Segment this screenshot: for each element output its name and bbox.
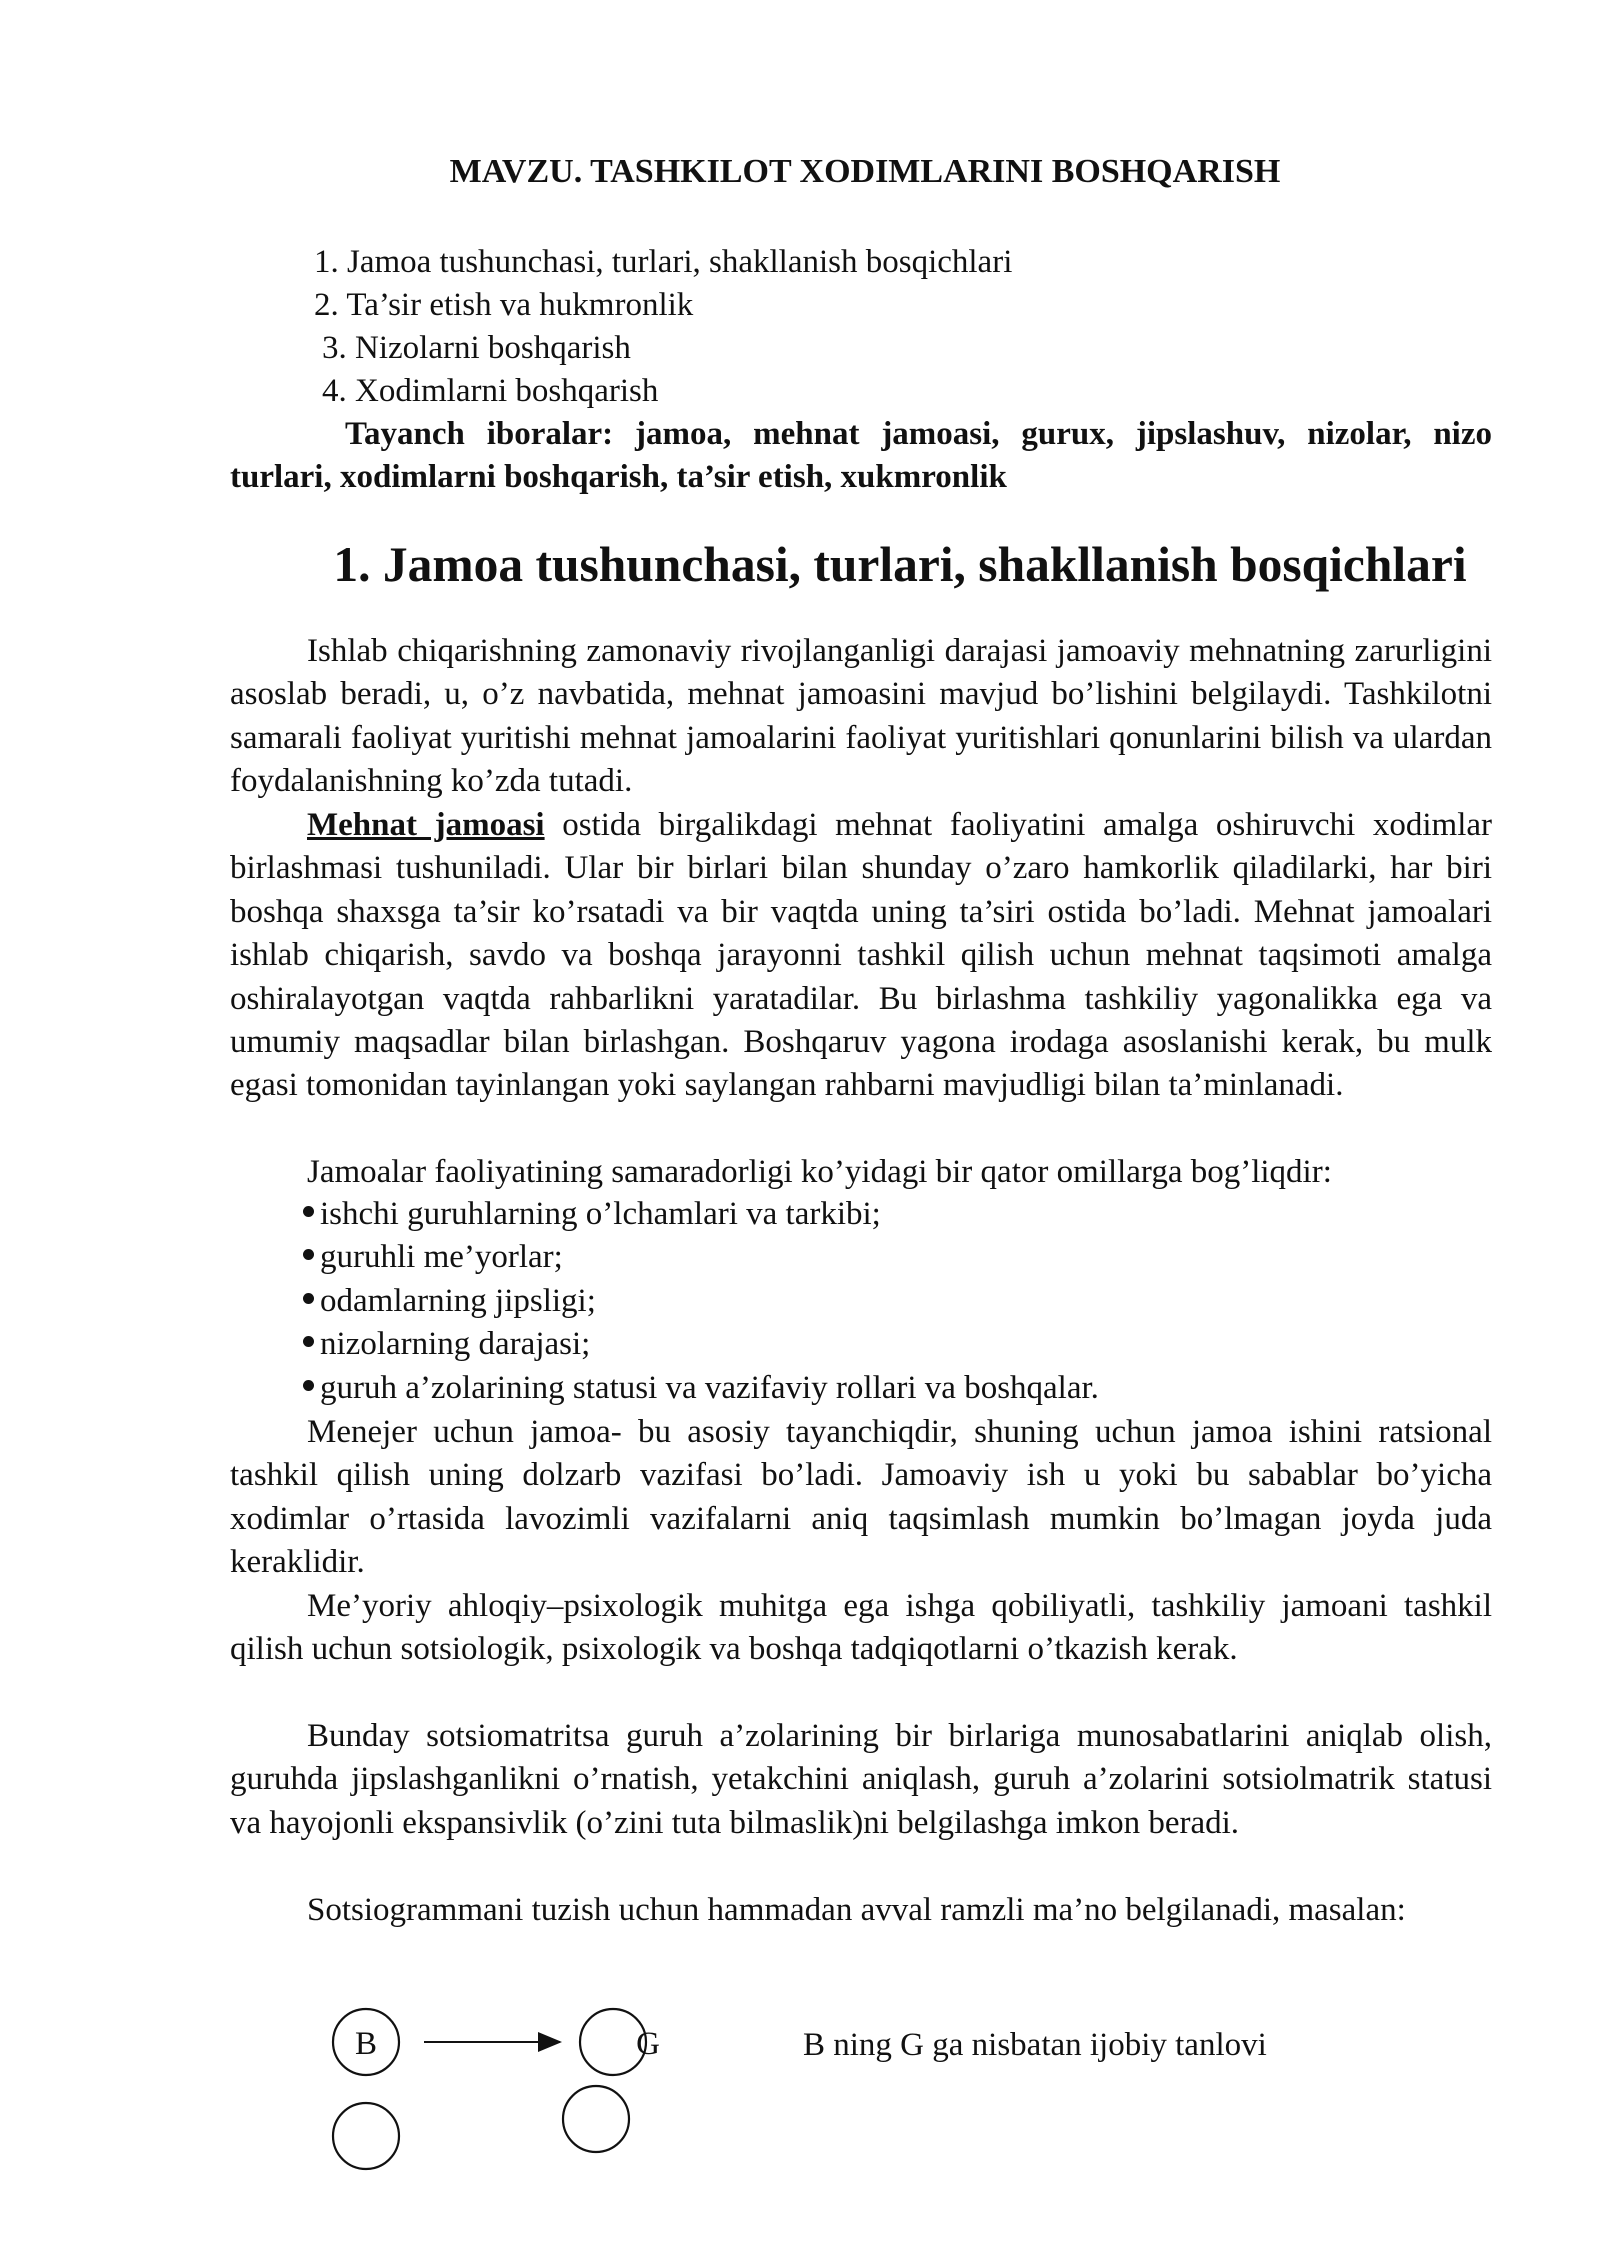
paragraph-3: Jamoalar faoliyatining samaradorligi ko’yidagi bir qator omillarga bog’liqdir: bbox=[307, 1154, 1332, 1190]
paragraph-7: Sotsiogrammani tuzish uchun hammadan avval ramzli ma’no belgilanadi, masalan: bbox=[307, 1892, 1406, 1928]
bullet-icon bbox=[303, 1336, 314, 1347]
paragraph-2 bbox=[230, 804, 1492, 1108]
paragraph-4: Menejer uchun jamoa- bu asosiy tayanchiqdir, shuning uchun jamoa ishini ratsional tashkil qilish uning dolzarb vazifasi bo’ladi. Jamoaviy ish u yoki bu sabablar bo’yicha xodimlar o’rtasida lavozimli vazifalarni aniq taqsimlash mumkin bo’lmagan joyda juda keraklidir. bbox=[230, 1414, 1492, 1581]
empty-node-circle bbox=[563, 2086, 629, 2152]
node-g-label: G bbox=[636, 2026, 660, 2062]
page-title: MAVZU. TASHKILOT XODIMLARINI BOSHQARISH bbox=[449, 153, 1281, 190]
paragraph-1: Ishlab chiqarishning zamonaviy rivojlanganligi darajasi jamoaviy mehnatning zarurligini asoslab beradi, u, o’z navbatida, mehnat jamoasini mavjud bo’lishini belgilaydi. Tashkilotni samarali faoliyat yuritishi mehnat jamoalarini faoliyat yuritishlari qonunlarini bilish va ulardan foydalanishning ko’zda tutadi. bbox=[230, 633, 1492, 800]
node-b-label: B bbox=[354, 2026, 378, 2062]
bullet-icon bbox=[303, 1249, 314, 1260]
topic-item-2: 2. Ta’sir etish va hukmronlik bbox=[314, 287, 694, 323]
paragraph-5: Me’yoriy ahloqiy–psixologik muhitga ega ishga qobiliyatli, tashkiliy jamoani tashkil qilish uchun sotsiologik, psixologik va boshqa tadqiqotlarni o’tkazish kerak. bbox=[230, 1588, 1492, 1668]
list-item: odamlarning jipsligi; bbox=[303, 1280, 1099, 1323]
factor-list bbox=[303, 1193, 1099, 1410]
paragraph-6: Bunday sotsiomatritsa guruh a’zolarining bir birlariga munosabatlarini aniqlab olish, guruhda jipslashganlikni o’rnatish, yetakchini aniqlash, guruh a’zolarini sotsiolmatrik statusi va hayojonli ekspansivlik (o’zini tuta bilmaslik)ni belgilashga imkon beradi. bbox=[230, 1718, 1492, 1841]
keywords-paragraph: Tayanch iboralar: jamoa, mehnat jamoasi, gurux, jipslashuv, nizolar, nizo turlari, xodimlarni boshqarish, ta’sir etish, xukmronlik bbox=[230, 416, 1492, 496]
bullet-icon bbox=[303, 1293, 314, 1304]
empty-node-circle bbox=[333, 2103, 399, 2169]
topic-item-1: 1. Jamoa tushunchasi, turlari, shakllanish bosqichlari bbox=[314, 244, 1013, 280]
sociogram-legend bbox=[0, 2000, 1600, 2180]
list-item: guruh a’zolarining statusi va vazifaviy rollari va boshqalar. bbox=[303, 1367, 1099, 1410]
topic-item-4: 4. Xodimlarni boshqarish bbox=[322, 373, 659, 409]
list-item: nizolarning darajasi; bbox=[303, 1323, 1099, 1366]
list-item: guruhli me’yorlar; bbox=[303, 1236, 1099, 1279]
section-heading: 1. Jamoa tushunchasi, turlari, shakllanish bosqichlari bbox=[333, 537, 1467, 592]
list-item: ishchi guruhlarning o’lchamlari va tarkibi; bbox=[303, 1193, 1099, 1236]
topic-item-3: 3. Nizolarni boshqarish bbox=[322, 330, 631, 366]
bullet-icon bbox=[303, 1380, 314, 1391]
paragraph-2-text: ostida birgalikdagi mehnat faoliyatini amalga oshiruvchi xodimlar birlashmasi tushuniladi. Ular bir birlari bilan shunday o’zaro hamkorlik qiladilarki, har biri boshqa shaxsga ta’sir ko’rsatadi va bir vaqtda uning ta’siri ostida bo’ladi. Mehnat jamoalari ishlab chiqarish, savdo va boshqa jarayonni tashkil qilish uchun mehnat taqsimoti amalga oshiralayotgan vaqtda rahbarlikni yaratadilar. Bu birlashma tashkiliy yagonalikka ega va umumiy maqsadlar bilan birlashgan. Boshqaruv yagona irodaga asoslanishi kerak, bu mulk egasi tomonidan tayinlangan yoki saylangan rahbarni mavjudligi bilan ta’minlanadi. bbox=[230, 807, 1492, 1104]
term-mehnat-jamoasi: Mehnat jamoasi bbox=[307, 807, 545, 843]
bullet-icon bbox=[303, 1206, 314, 1217]
diagram-caption: B ning G ga nisbatan ijobiy tanlovi bbox=[803, 2027, 1267, 2063]
